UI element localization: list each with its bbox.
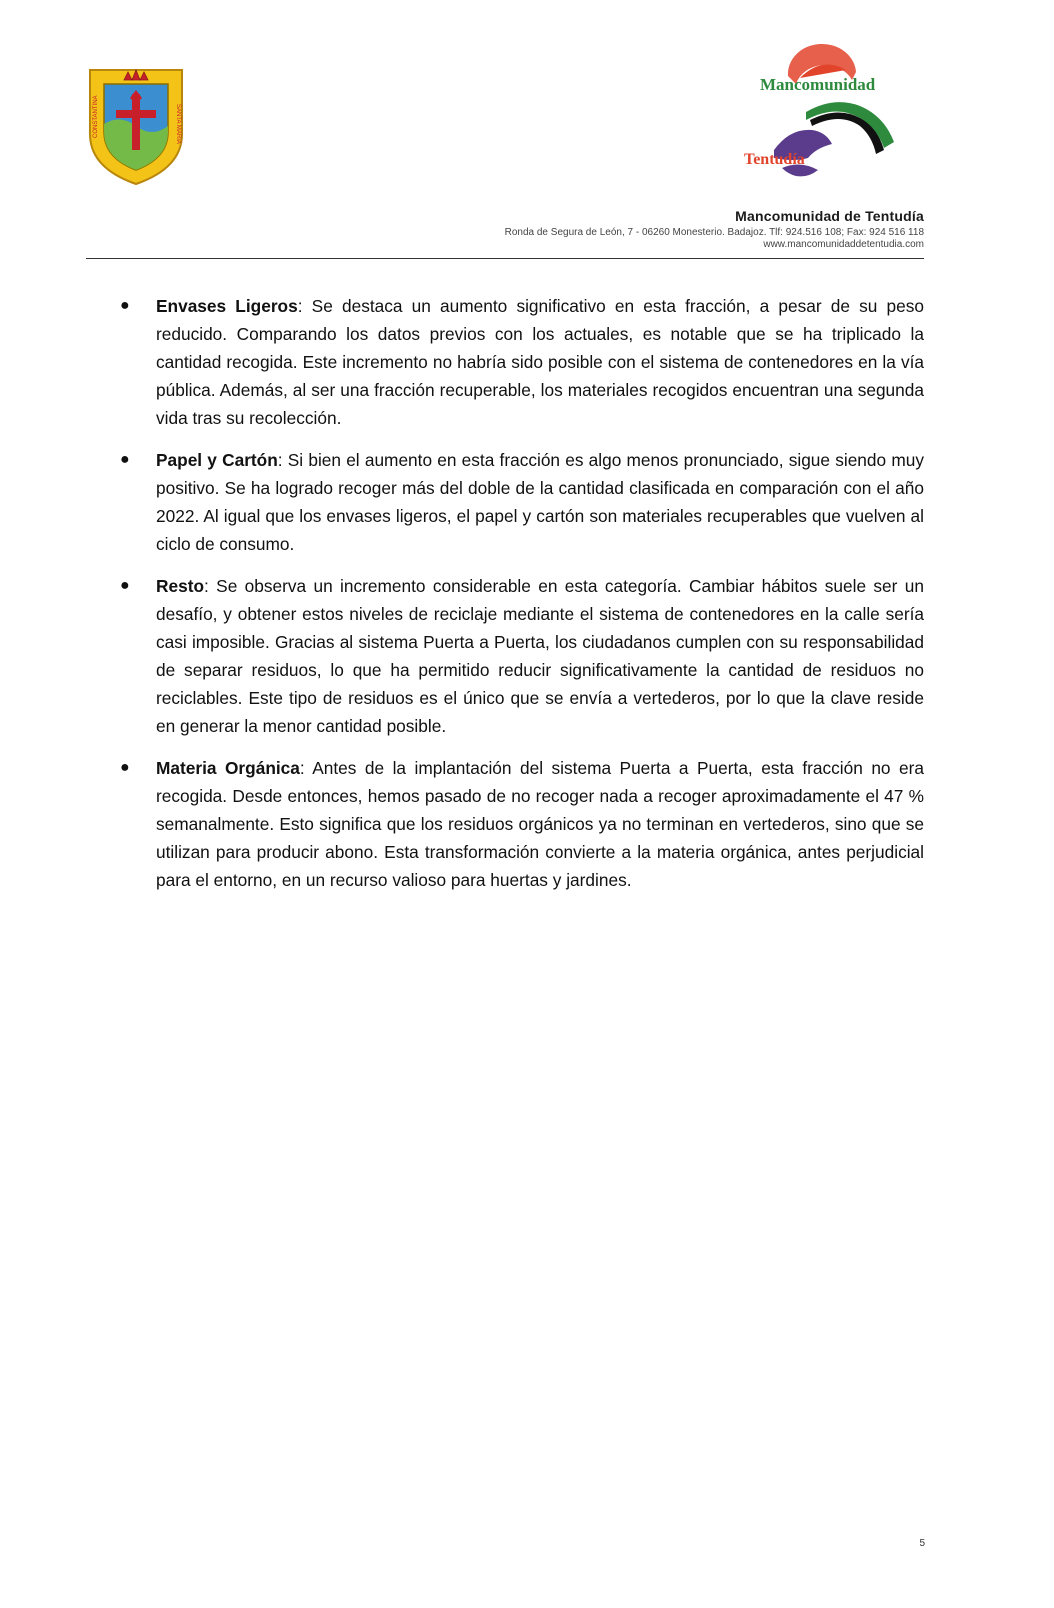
item-term: Papel y Cartón <box>156 450 278 470</box>
municipal-crest-icon <box>86 64 186 188</box>
item-term: Envases Ligeros <box>156 296 298 316</box>
list-item <box>116 572 924 740</box>
bullet-icon: ● <box>120 297 130 314</box>
letterhead <box>505 208 924 250</box>
list-item <box>116 754 924 894</box>
crest-left-text: CONSTANTINA <box>93 95 99 138</box>
organization-name: Mancomunidad de Tentudía <box>735 208 924 224</box>
list-item <box>116 446 924 558</box>
logo-text-tentudia: Tentudía <box>744 151 805 168</box>
crest-right-text: SANTA MARIA <box>175 104 181 144</box>
item-text: : Se destaca un aumento significativo en esta fracción, a pesar de su peso reducido. Comparando los datos previos con los actuales, es notable que se ha triplicado la cantidad recogida. Este incremento no habría sido posible con el sistema de contenedores en la vía pública. Además, al ser una fracción recuperable, los materiales recogidos encuentran una segunda vida tras su recolección. <box>156 296 924 428</box>
logo-text-mancomunidad: Mancomunidad <box>760 75 876 94</box>
header-divider <box>86 258 924 259</box>
page-number: 5 <box>919 1538 925 1549</box>
organization-website: www.mancomunidaddetentudia.com <box>763 239 924 250</box>
bullet-icon: ● <box>120 577 130 594</box>
list-item <box>116 292 924 432</box>
bullet-list <box>116 292 924 908</box>
bullet-icon: ● <box>120 451 130 468</box>
item-text: : Se observa un incremento considerable en esta categoría. Cambiar hábitos suele ser un desafío, y obtener estos niveles de reciclaje mediante el sistema de contenedores en la calle sería casi imposible. Gracias al sistema Puerta a Puerta, los ciudadanos cumplen con su responsabilidad de separar residuos, lo que ha permitido reducir significativamente la cantidad de residuos no reciclables. Este tipo de residuos es el único que se envía a vertederos, por lo que la clave reside en generar la menor cantidad posible. <box>156 576 924 736</box>
item-text: : Si bien el aumento en esta fracción es algo menos pronunciado, sigue siendo muy positivo. Se ha logrado recoger más del doble de la cantidad clasificada en comparación con el año 2022. Al igual que los envases ligeros, el papel y cartón son materiales recuperables que vuelven al ciclo de consumo. <box>156 450 924 554</box>
organization-address: Ronda de Segura de León, 7 - 06260 Monesterio. Badajoz. Tlf: 924.516 108; Fax: 924 516 118 <box>504 227 924 238</box>
item-term: Materia Orgánica <box>156 758 300 778</box>
item-term: Resto <box>156 576 205 596</box>
item-text: : Antes de la implantación del sistema Puerta a Puerta, esta fracción no era recogida. Desde entonces, hemos pasado de no recoger nada a recoger aproximadamente el 47 % semanalmente. Esto significa que los residuos orgánicos ya no terminan en vertederos, sino que se utilizan para producir abono. Esta transformación convierte a la materia orgánica, antes perjudicial para el entorno, en un recurso valioso para huertas y jardines. <box>156 758 924 890</box>
bullet-icon: ● <box>120 759 130 776</box>
mancomunidad-logo-icon <box>744 58 920 192</box>
